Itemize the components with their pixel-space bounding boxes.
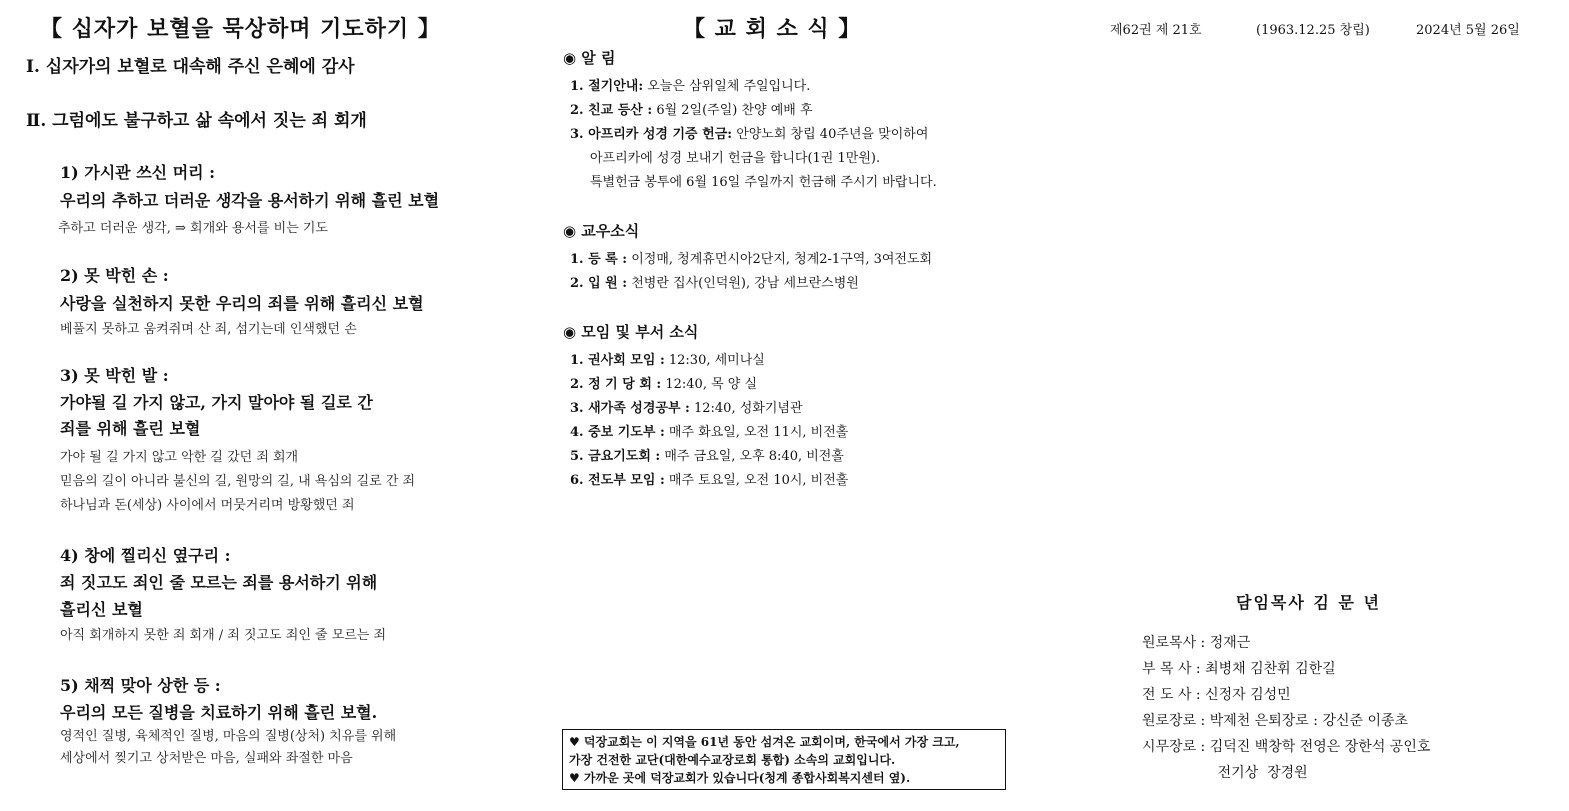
item-5-note-2: 세상에서 찢기고 상처받은 마음, 실패와 좌절한 마음 [60,751,353,766]
meeting-item: 1. 권사회 모임 : 12:30, 세미나실 [570,353,765,368]
staff-line: 부 목 사 : 최병채 김찬휘 김한길 [1142,661,1336,677]
staff-line: 전기상 장경원 [1142,765,1308,781]
item-3-desc-2: 죄를 위해 흘린 보혈 [60,419,201,438]
meeting-item: 6. 전도부 모임 : 매주 토요일, 오전 10시, 비전홀 [570,473,849,488]
section-1-heading: Ⅰ. 십자가의 보혈로 대속해 주신 은혜에 감사 [26,57,355,77]
member-news-item: 2. 입 원 : 천병란 집사(인덕원), 강남 세브란스병원 [570,276,859,291]
staff-line: 전 도 사 : 신정자 김성민 [1142,687,1291,703]
notice-line: 가장 건전한 교단(대한예수교장로회 통합) 소속의 교회입니다. [569,753,896,767]
item-4-desc-2: 흘리신 보혈 [60,600,143,619]
meeting-item: 3. 새가족 성경공부 : 12:40, 성화기념관 [570,401,803,416]
item-3-head: 3) 못 박힌 발 : [60,366,169,385]
announcement-item: 1. 절기안내: 오늘은 삼위일체 주일입니다. [570,79,811,94]
item-3-note-1: 가야 될 길 가지 않고 악한 길 갔던 죄 회개 [60,450,299,465]
item-1-head: 1) 가시관 쓰신 머리 : [60,163,216,182]
announcements-heading: ◉ 알 림 [563,49,616,67]
meeting-item: 4. 중보 기도부 : 매주 화요일, 오전 11시, 비전홀 [570,425,849,440]
meeting-item: 5. 금요기도회 : 매주 금요일, 오후 8:40, 비전홀 [570,449,844,464]
meeting-item: 2. 정 기 당 회 : 12:40, 목 양 실 [570,377,758,392]
issue-date: 2024년 5월 26일 [1416,23,1520,38]
staff-line: 원로장로 : 박제천 은퇴장로 : 강신준 이종초 [1142,713,1409,729]
item-2-note: 베풀지 못하고 움켜쥐며 산 죄, 섬기는데 인색했던 손 [60,322,357,337]
news-title: 【 교 회 소 식 】 [683,16,862,42]
item-4-head: 4) 창에 찔리신 옆구리 : [60,546,231,565]
announcement-item: 3. 아프리카 성경 기증 헌금: 안양노회 창립 40주년을 맞이하여 [570,127,929,142]
item-1-note: 추하고 더러운 생각, ⇒ 회개와 용서를 비는 기도 [58,221,328,236]
item-4-note: 아직 회개하지 못한 죄 회개 / 죄 짓고도 죄인 줄 모르는 죄 [60,628,387,643]
church-notice-box [562,729,1006,790]
item-2-desc: 사랑을 실천하지 못한 우리의 죄를 위해 흘리신 보혈 [60,294,424,313]
meetings-heading: ◉ 모임 및 부서 소식 [563,323,699,341]
item-3-desc-1: 가야될 길 가지 않고, 가지 말아야 될 길로 간 [60,393,373,412]
section-2-heading: Ⅱ. 그럼에도 불구하고 삶 속에서 짓는 죄 회개 [26,111,367,131]
item-1-desc: 우리의 추하고 더러운 생각을 용서하기 위해 흘린 보혈 [60,191,440,210]
announcement-item-cont: 아프리카에 성경 보내기 헌금을 합니다(1권 1만원). [590,151,881,166]
staff-line: 원로목사 : 정재근 [1142,635,1251,651]
left-title: 【 십자가 보혈을 묵상하며 기도하기 】 [40,16,441,42]
item-2-head: 2) 못 박힌 손 : [60,266,169,285]
announcement-item: 2. 친교 등산 : 6월 2일(주일) 찬양 예배 후 [570,103,813,118]
announcement-item-cont: 특별헌금 봉투에 6월 16일 주일까지 헌금해 주시기 바랍니다. [590,175,937,190]
member-news-heading: ◉ 교우소식 [563,222,640,240]
item-3-note-2: 믿음의 길이 아니라 불신의 길, 원망의 길, 내 욕심의 길로 간 죄 [60,474,416,489]
notice-line: ♥ 가까운 곳에 덕장교회가 있습니다(청계 종합사회복지센터 옆). [569,771,911,785]
item-5-head: 5) 채찍 맞아 상한 등 : [60,676,221,695]
senior-pastor: 담임목사 김 문 년 [1236,593,1381,612]
staff-line: 시무장로 : 김덕진 백창학 전영은 장한석 공인호 [1142,739,1431,755]
item-5-note-1: 영적인 질병, 육체적인 질병, 마음의 질병(상처) 치유를 위해 [60,729,397,744]
item-5-desc: 우리의 모든 질병을 치료하기 위해 흘린 보혈. [60,703,378,722]
founded-date: (1963.12.25 창립) [1256,23,1370,38]
item-4-desc-1: 죄 짓고도 죄인 줄 모르는 죄를 용서하기 위해 [60,573,378,592]
member-news-item: 1. 등 록 : 이정매, 청계휴먼시아2단지, 청계2-1구역, 3여전도회 [570,252,933,267]
item-3-note-3: 하나님과 돈(세상) 사이에서 머뭇거리며 방황했던 죄 [60,498,355,513]
notice-line: ♥ 덕장교회는 이 지역을 61년 동안 섬겨온 교회이며, 한국에서 가장 크고, [569,735,960,749]
volume-number: 제62권 제 21호 [1110,23,1202,38]
